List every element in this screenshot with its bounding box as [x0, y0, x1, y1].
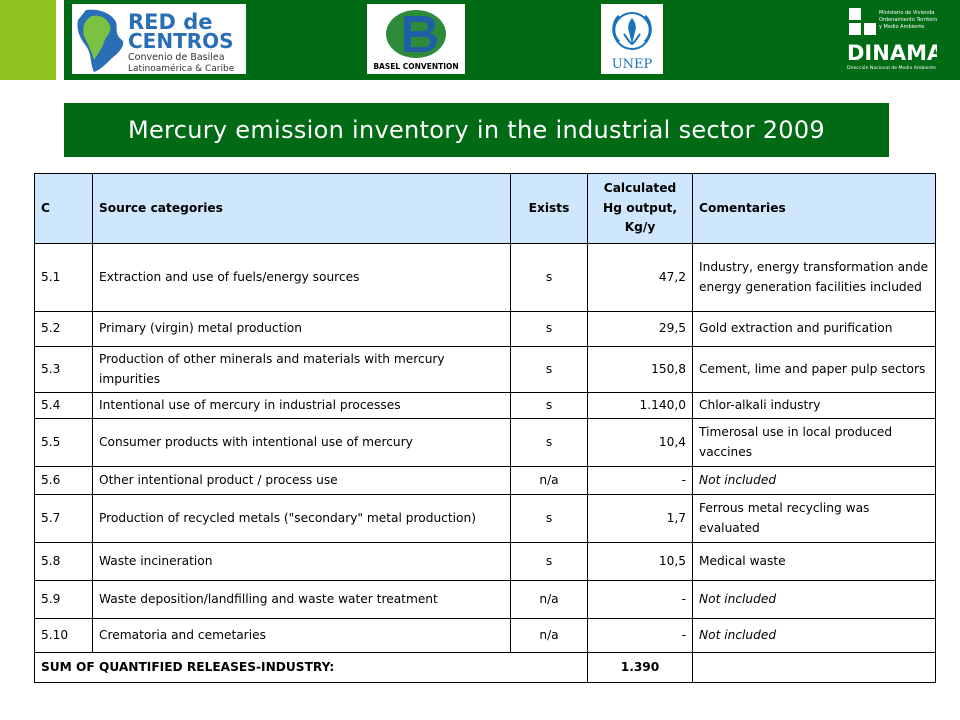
row-exists: s	[511, 419, 588, 467]
header-output-line1: Calculated	[603, 181, 677, 196]
accent-bar	[0, 0, 56, 80]
row-output: -	[588, 581, 693, 619]
logo-unep-label: UNEP	[611, 57, 653, 72]
row-exists: s	[511, 312, 588, 347]
header-category: Source categories	[93, 174, 511, 244]
table-row	[35, 244, 936, 312]
row-exists: s	[511, 543, 588, 581]
logo-dinama-small3: y Medio Ambiente	[879, 24, 925, 30]
header-exists: Exists	[511, 174, 588, 244]
table-row	[35, 347, 936, 393]
row-comment: Not included	[693, 581, 936, 619]
table-row	[35, 543, 936, 581]
sum-value: 1.390	[588, 653, 693, 683]
header-code: C	[35, 174, 93, 244]
row-code: 5.4	[35, 393, 93, 419]
header-output-line2: Hg output,	[603, 200, 677, 215]
table-row	[35, 419, 936, 467]
table-row	[35, 393, 936, 419]
sum-row	[35, 653, 936, 683]
row-output: 1,7	[588, 495, 693, 543]
row-code: 5.8	[35, 543, 93, 581]
row-exists: n/a	[511, 619, 588, 653]
dinama-emblem-icon	[845, 6, 937, 72]
row-output: 10,5	[588, 543, 693, 581]
table-row	[35, 467, 936, 495]
logo-dinama-tagline: Dirección Nacional de Medio Ambiente	[847, 66, 936, 71]
row-output: 10,4	[588, 419, 693, 467]
basel-b-icon	[367, 4, 465, 74]
row-category: Crematoria and cemetaries	[93, 619, 511, 653]
row-comment: Timerosal use in local produced vaccines	[693, 419, 936, 467]
logo-dinama-small2: Ordenamiento Territorial	[879, 17, 937, 23]
row-code: 5.2	[35, 312, 93, 347]
row-code: 5.10	[35, 619, 93, 653]
row-exists: n/a	[511, 467, 588, 495]
row-category: Other intentional product / process use	[93, 467, 511, 495]
row-output: 47,2	[588, 244, 693, 312]
row-code: 5.1	[35, 244, 93, 312]
basel-convention-logo	[367, 4, 465, 74]
logo-red-line2: CENTROS	[128, 29, 234, 53]
row-exists: n/a	[511, 581, 588, 619]
unep-logo	[601, 4, 663, 74]
sum-comment	[693, 653, 936, 683]
row-code: 5.3	[35, 347, 93, 393]
logo-dinama-label: DINAMA	[847, 41, 937, 65]
row-category: Waste incineration	[93, 543, 511, 581]
row-category: Production of other minerals and materials with mercury impurities	[93, 347, 511, 393]
logo-red-line3: Convenio de Basilea	[128, 52, 225, 63]
header-comments: Comentaries	[693, 174, 936, 244]
slide-title: Mercury emission inventory in the industrial sector 2009	[64, 103, 889, 157]
logo-red-line1: RED de	[128, 10, 213, 34]
row-comment: Cement, lime and paper pulp sectors	[693, 347, 936, 393]
row-exists: s	[511, 495, 588, 543]
table-row	[35, 619, 936, 653]
table-row	[35, 312, 936, 347]
latin-america-map-icon	[72, 4, 246, 74]
row-code: 5.9	[35, 581, 93, 619]
emission-inventory-table	[34, 173, 936, 683]
row-code: 5.5	[35, 419, 93, 467]
table-header-row	[35, 174, 936, 244]
logo-red-line4: Latinoamérica & Caribe	[128, 64, 235, 74]
dinama-logo	[845, 6, 937, 72]
row-category: Primary (virgin) metal production	[93, 312, 511, 347]
row-code: 5.6	[35, 467, 93, 495]
row-output: 150,8	[588, 347, 693, 393]
table-row	[35, 581, 936, 619]
table-row	[35, 495, 936, 543]
header-output	[588, 174, 693, 244]
row-category: Consumer products with intentional use of mercury	[93, 419, 511, 467]
row-output: 1.140,0	[588, 393, 693, 419]
row-comment: Ferrous metal recycling was evaluated	[693, 495, 936, 543]
row-comment: Medical waste	[693, 543, 936, 581]
row-comment: Not included	[693, 619, 936, 653]
logo-basel-label: BASEL CONVENTION	[373, 62, 459, 71]
row-category: Production of recycled metals ("secondary" metal production)	[93, 495, 511, 543]
red-de-centros-logo	[72, 4, 246, 74]
row-exists: s	[511, 244, 588, 312]
row-category: Waste deposition/landfilling and waste water treatment	[93, 581, 511, 619]
row-comment: Industry, energy transformation ande energy generation facilities included	[693, 244, 936, 312]
row-comment: Not included	[693, 467, 936, 495]
row-exists: s	[511, 393, 588, 419]
row-category: Intentional use of mercury in industrial processes	[93, 393, 511, 419]
row-comment: Chlor-alkali industry	[693, 393, 936, 419]
row-exists: s	[511, 347, 588, 393]
row-output: 29,5	[588, 312, 693, 347]
row-output: -	[588, 467, 693, 495]
logo-dinama-small1: Ministerio de Vivienda	[879, 10, 935, 16]
sum-label: SUM OF QUANTIFIED RELEASES-INDUSTRY:	[35, 653, 588, 683]
row-output: -	[588, 619, 693, 653]
row-comment: Gold extraction and purification	[693, 312, 936, 347]
row-code: 5.7	[35, 495, 93, 543]
header-output-line3: Kg/y	[624, 220, 656, 235]
unep-emblem-icon	[601, 4, 663, 74]
row-category: Extraction and use of fuels/energy sources	[93, 244, 511, 312]
